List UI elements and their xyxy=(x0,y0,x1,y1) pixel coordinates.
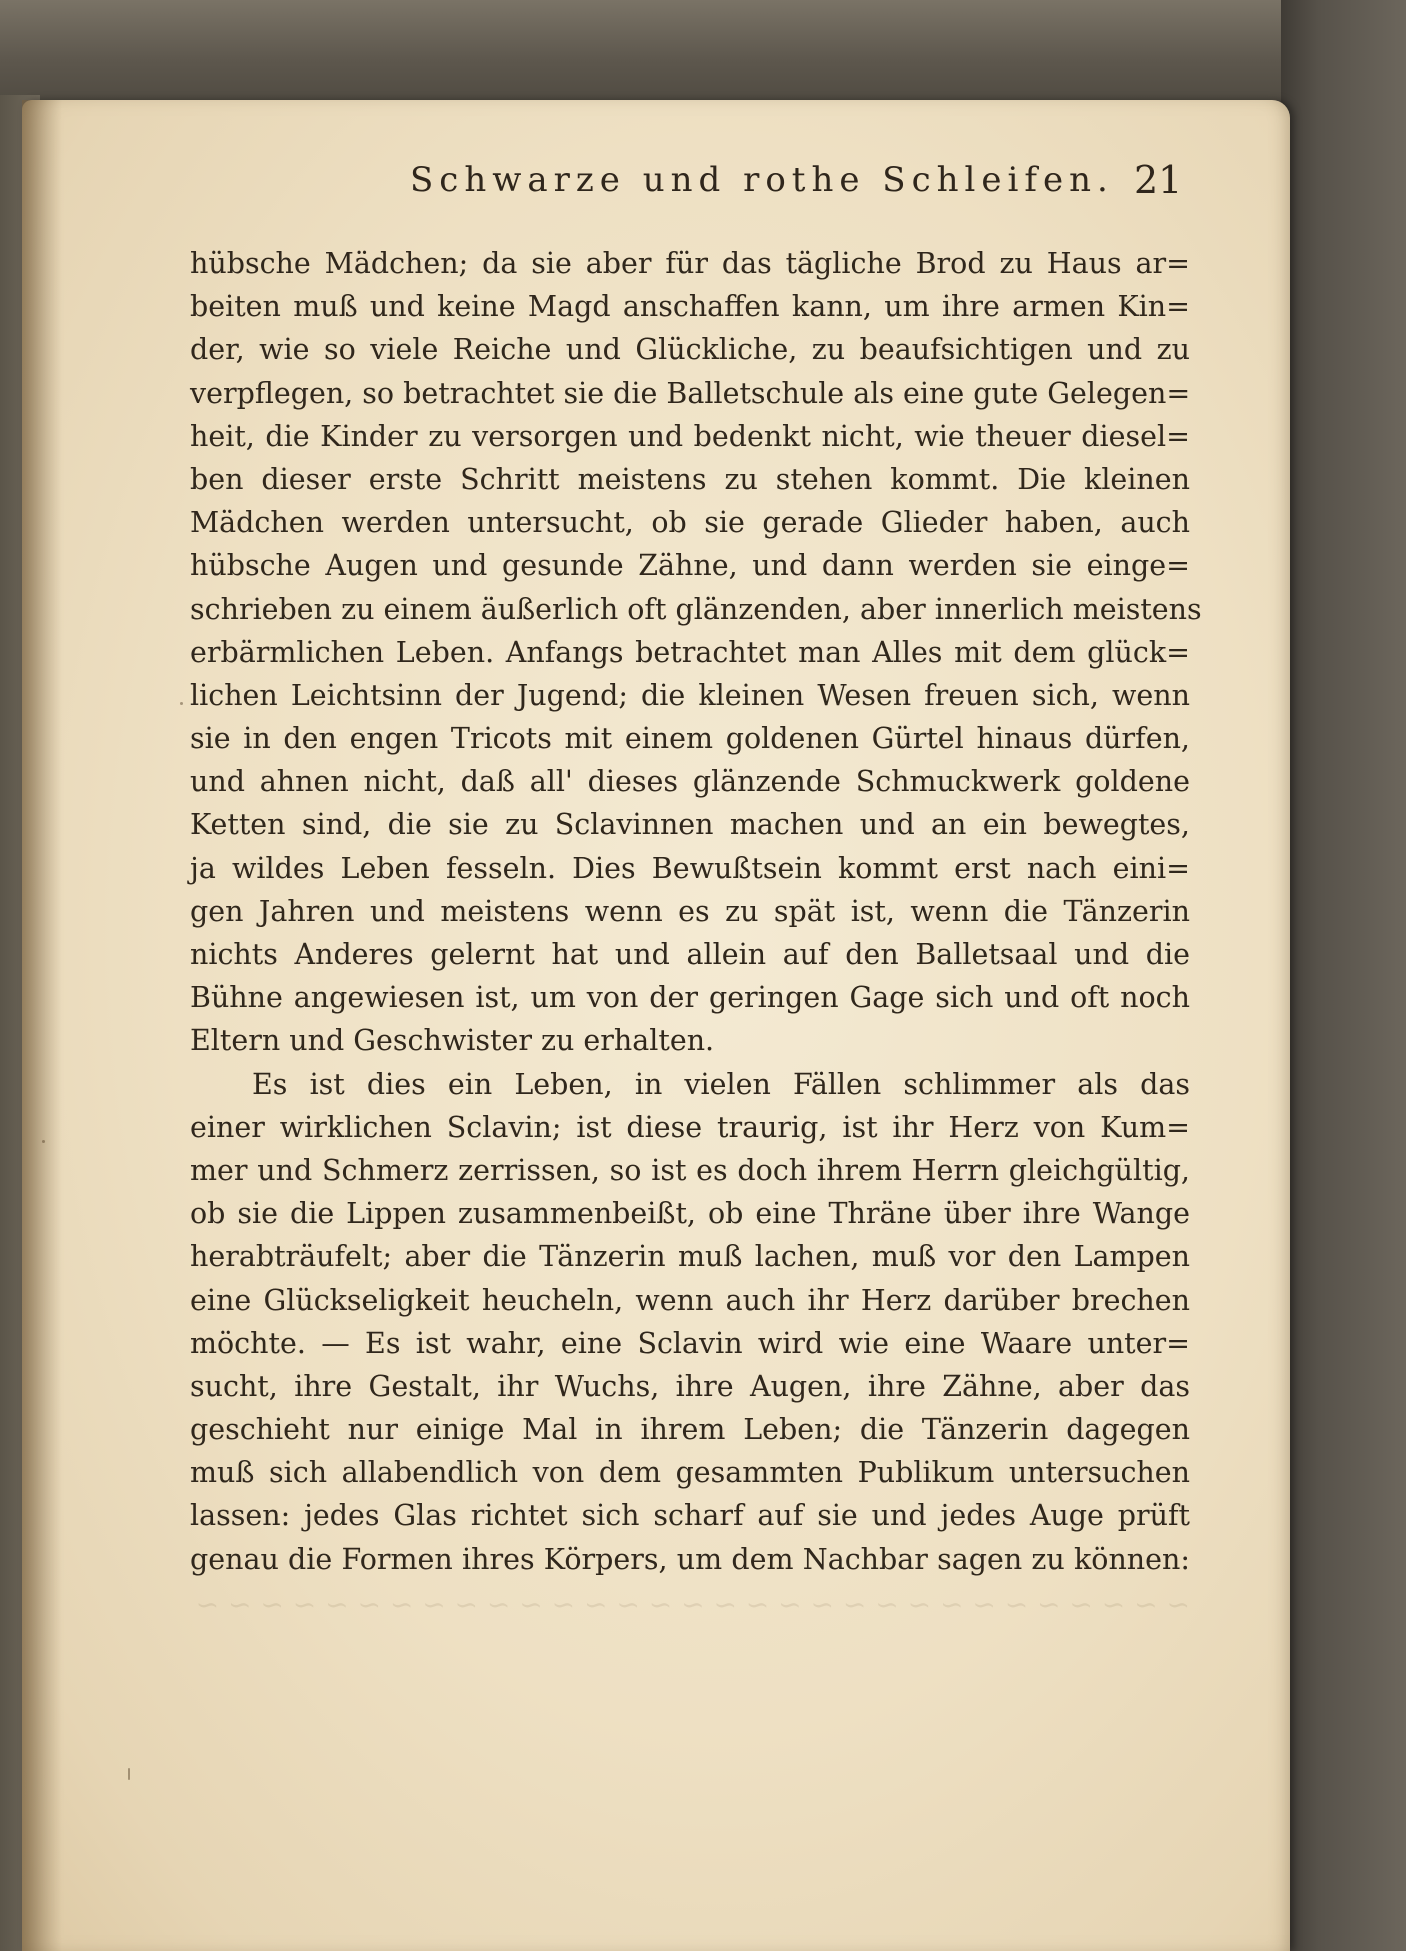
text-line: Mädchen werden untersucht, ob sie gerade Glieder haben, auch xyxy=(190,506,1190,540)
body-text xyxy=(190,242,1202,1581)
text-line: nichts Anderes gelernt hat und allein auf den Balletsaal und die xyxy=(190,938,1190,971)
text-line: ja wildes Leben fesseln. Dies Bewußtsein kommt erst nach eini= xyxy=(190,851,1190,885)
paper-speck xyxy=(42,1140,45,1143)
paper-speck xyxy=(180,702,183,705)
text-line: muß sich allabendlich von dem gesammten Publikum untersuchen xyxy=(190,1456,1190,1490)
book-cover-top xyxy=(0,0,1406,110)
text-line: ben dieser erste Schritt meistens zu stehen kommt. Die kleinen xyxy=(190,462,1190,496)
running-header: Schwarze und rothe Schleifen. xyxy=(410,160,1114,200)
binding-gutter-shadow xyxy=(22,100,62,1951)
text-line: sucht, ihre Gestalt, ihr Wuchs, ihre Augen, ihre Zähne, aber das xyxy=(190,1369,1190,1403)
text-line: eine Glückseligkeit heucheln, wenn auch ihr Herz darüber brechen xyxy=(190,1283,1190,1317)
text-line: herabträufelt; aber die Tänzerin muß lachen, muß vor den Lampen xyxy=(190,1240,1190,1274)
page-number: 21 xyxy=(1134,158,1183,202)
book-cover-right xyxy=(1281,0,1406,1951)
paragraph-end-line: Eltern und Geschwister zu erhalten. xyxy=(190,1024,715,1058)
text-line: erbärmlichen Leben. Anfangs betrachtet man Alles mit dem glück= xyxy=(190,635,1190,669)
text-line: heit, die Kinder zu versorgen und bedenkt nicht, wie theuer diesel= xyxy=(190,419,1190,453)
text-line: beiten muß und keine Magd anschaffen kann, um ihre armen Kin= xyxy=(190,290,1190,324)
text-line: möchte. — Es ist wahr, eine Sclavin wird wie eine Waare unter= xyxy=(190,1326,1190,1360)
text-line: schrieben zu einem äußerlich oft glänzenden, aber innerlich meistens xyxy=(190,592,1202,626)
text-line: verpflegen, so betrachtet sie die Balletschule als eine gute Gelegen= xyxy=(190,376,1191,410)
show-through-decoration: ~ ~ ~ ~ ~ ~ ~ ~ ~ ~ ~ ~ ~ ~ ~ ~ ~ ~ ~ ~ ~ ~ ~ ~ ~ ~ ~ ~ ~ ~ ~ xyxy=(195,1588,1190,1621)
text-line: ob sie die Lippen zusammenbeißt, ob eine Thräne über ihre Wange xyxy=(190,1197,1190,1231)
text-line: lassen: jedes Glas richtet sich scharf auf sie und jedes Auge prüft xyxy=(190,1499,1190,1533)
paper-speck xyxy=(128,1768,130,1780)
text-line: hübsche Mädchen; da sie aber für das tägliche Brod zu Haus ar= xyxy=(190,247,1190,280)
text-line: einer wirklichen Sclavin; ist diese traurig, ist ihr Herz von Kum= xyxy=(190,1110,1190,1144)
paragraph-start-line: Es ist dies ein Leben, in vielen Fällen schlimmer als das xyxy=(252,1067,1190,1101)
text-line: mer und Schmerz zerrissen, so ist es doch ihrem Herrn gleichgültig, xyxy=(190,1153,1190,1187)
text-line: Bühne angewiesen ist, um von der geringen Gage sich und oft noch xyxy=(190,981,1190,1015)
text-line: geschieht nur einige Mal in ihrem Leben; die Tänzerin dagegen xyxy=(190,1413,1190,1447)
text-line: lichen Leichtsinn der Jugend; die kleinen Wesen freuen sich, wenn xyxy=(190,678,1190,712)
text-line: gen Jahren und meistens wenn es zu spät ist, wenn die Tänzerin xyxy=(190,894,1190,928)
text-line: genau die Formen ihres Körpers, um dem Nachbar sagen zu können: xyxy=(190,1542,1190,1576)
text-line: und ahnen nicht, daß all' dieses glänzende Schmuckwerk goldene xyxy=(190,765,1190,799)
text-line: der, wie so viele Reiche und Glückliche, zu beaufsichtigen und zu xyxy=(190,333,1190,367)
text-line: hübsche Augen und gesunde Zähne, und dann werden sie einge= xyxy=(190,549,1190,583)
text-line: sie in den engen Tricots mit einem goldenen Gürtel hinaus dürfen, xyxy=(190,722,1190,756)
text-line: Ketten sind, die sie zu Sclavinnen machen und an ein bewegtes, xyxy=(190,808,1190,842)
